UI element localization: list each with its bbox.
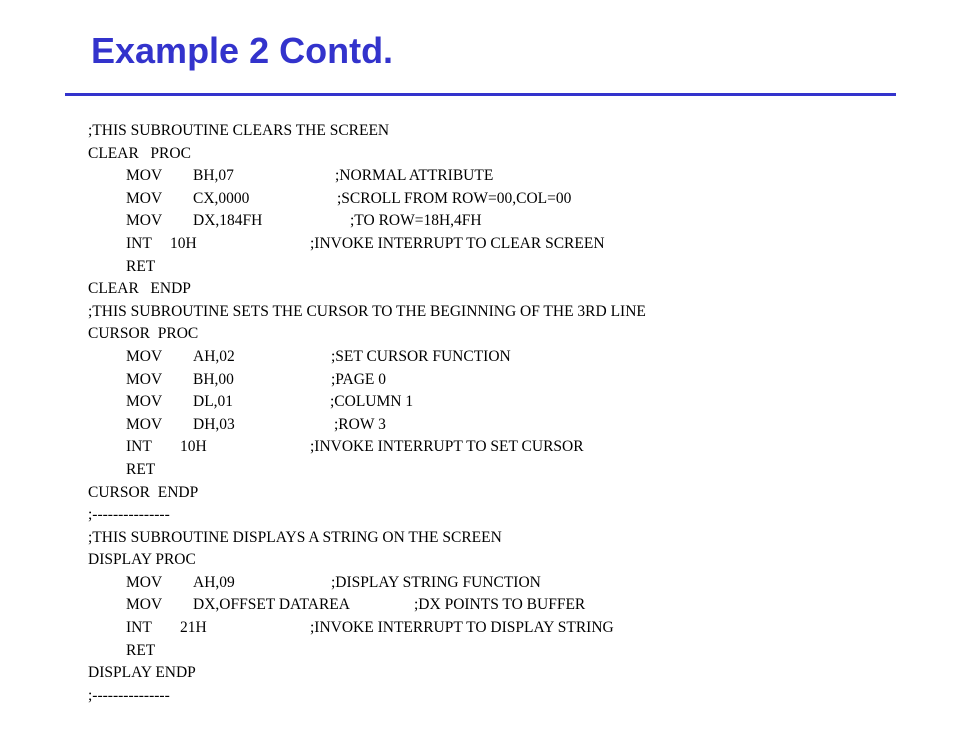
code-instruction-line	[88, 436, 928, 459]
instruction-opcode: MOV	[126, 596, 163, 614]
instruction-operands: BH,00	[193, 370, 234, 388]
instruction-comment: ;PAGE 0	[331, 370, 386, 388]
code-proc-line	[88, 143, 928, 166]
instruction-opcode: INT	[126, 234, 152, 252]
instruction-comment: ;TO ROW=18H,4FH	[350, 212, 482, 230]
instruction-operands: 21H	[180, 619, 207, 637]
code-instruction-line	[88, 188, 928, 211]
instruction-opcode: INT	[126, 619, 152, 637]
instruction-operands: DL,01	[193, 393, 234, 411]
instruction-operands: 10H	[170, 234, 197, 252]
code-instruction-line	[88, 414, 928, 437]
comment-text: ;THIS SUBROUTINE DISPLAYS A STRING ON THE SCREEN	[88, 528, 502, 546]
instruction-operands: AH,02	[193, 347, 235, 365]
code-endp-line	[88, 482, 928, 505]
instruction-comment: ;INVOKE INTERRUPT TO SET CURSOR	[310, 438, 584, 456]
code-proc-line	[88, 323, 928, 346]
instruction-opcode: MOV	[126, 415, 163, 433]
separator-comment: ;---------------	[88, 506, 170, 524]
code-instruction-line	[88, 391, 928, 414]
instruction-operands: DH,03	[193, 415, 235, 433]
code-instruction-line	[88, 640, 928, 663]
proc-declaration: DISPLAY PROC	[88, 551, 196, 569]
code-instruction-line	[88, 256, 928, 279]
code-endp-line	[88, 278, 928, 301]
instruction-opcode: INT	[126, 438, 152, 456]
instruction-opcode: MOV	[126, 189, 163, 207]
instruction-operands: BH,07	[193, 167, 234, 185]
assembly-code-block	[88, 120, 928, 707]
endp-declaration: CURSOR ENDP	[88, 483, 199, 501]
code-instruction-line	[88, 165, 928, 188]
code-separator-line	[88, 685, 928, 708]
instruction-opcode: MOV	[126, 347, 163, 365]
code-comment-line	[88, 527, 928, 550]
instruction-opcode: RET	[126, 460, 156, 478]
code-instruction-line	[88, 594, 928, 617]
separator-comment: ;---------------	[88, 686, 170, 704]
code-instruction-line	[88, 369, 928, 392]
instruction-comment: ;ROW 3	[334, 415, 386, 433]
code-endp-line	[88, 662, 928, 685]
endp-declaration: CLEAR ENDP	[88, 280, 191, 298]
proc-declaration: CLEAR PROC	[88, 144, 191, 162]
code-separator-line	[88, 504, 928, 527]
instruction-comment: ;SET CURSOR FUNCTION	[331, 347, 511, 365]
instruction-comment: ;INVOKE INTERRUPT TO DISPLAY STRING	[310, 619, 614, 637]
instruction-operands: DX,184FH	[193, 212, 263, 230]
instruction-opcode: RET	[126, 257, 156, 275]
instruction-operands: CX,0000	[193, 189, 250, 207]
code-instruction-line	[88, 459, 928, 482]
instruction-opcode: MOV	[126, 393, 163, 411]
instruction-comment: ;SCROLL FROM ROW=00,COL=00	[337, 189, 572, 207]
endp-declaration: DISPLAY ENDP	[88, 664, 196, 682]
code-instruction-line	[88, 233, 928, 256]
instruction-operands: 10H	[180, 438, 207, 456]
instruction-opcode: MOV	[126, 167, 163, 185]
instruction-comment: ;INVOKE INTERRUPT TO CLEAR SCREEN	[310, 234, 605, 252]
instruction-comment: ;DX POINTS TO BUFFER	[414, 596, 586, 614]
instruction-operands: AH,09	[193, 573, 235, 591]
code-instruction-line	[88, 617, 928, 640]
instruction-opcode: MOV	[126, 573, 163, 591]
code-instruction-line	[88, 210, 928, 233]
code-instruction-line	[88, 572, 928, 595]
proc-declaration: CURSOR PROC	[88, 325, 199, 343]
instruction-operands: DX,OFFSET DATAREA	[193, 596, 350, 614]
code-instruction-line	[88, 346, 928, 369]
code-comment-line	[88, 301, 928, 324]
comment-text: ;THIS SUBROUTINE CLEARS THE SCREEN	[88, 122, 390, 139]
instruction-opcode: MOV	[126, 370, 163, 388]
instruction-comment: ;NORMAL ATTRIBUTE	[335, 167, 494, 185]
code-proc-line	[88, 549, 928, 572]
code-comment-line	[88, 120, 928, 143]
instruction-opcode: MOV	[126, 212, 163, 230]
title-underline	[65, 93, 896, 96]
slide-title: Example 2 Contd.	[91, 30, 394, 71]
instruction-comment: ;COLUMN 1	[330, 393, 414, 411]
comment-text: ;THIS SUBROUTINE SETS THE CURSOR TO THE BEGINNING OF THE 3RD LINE	[88, 302, 646, 320]
instruction-comment: ;DISPLAY STRING FUNCTION	[331, 573, 541, 591]
instruction-opcode: RET	[126, 641, 156, 659]
